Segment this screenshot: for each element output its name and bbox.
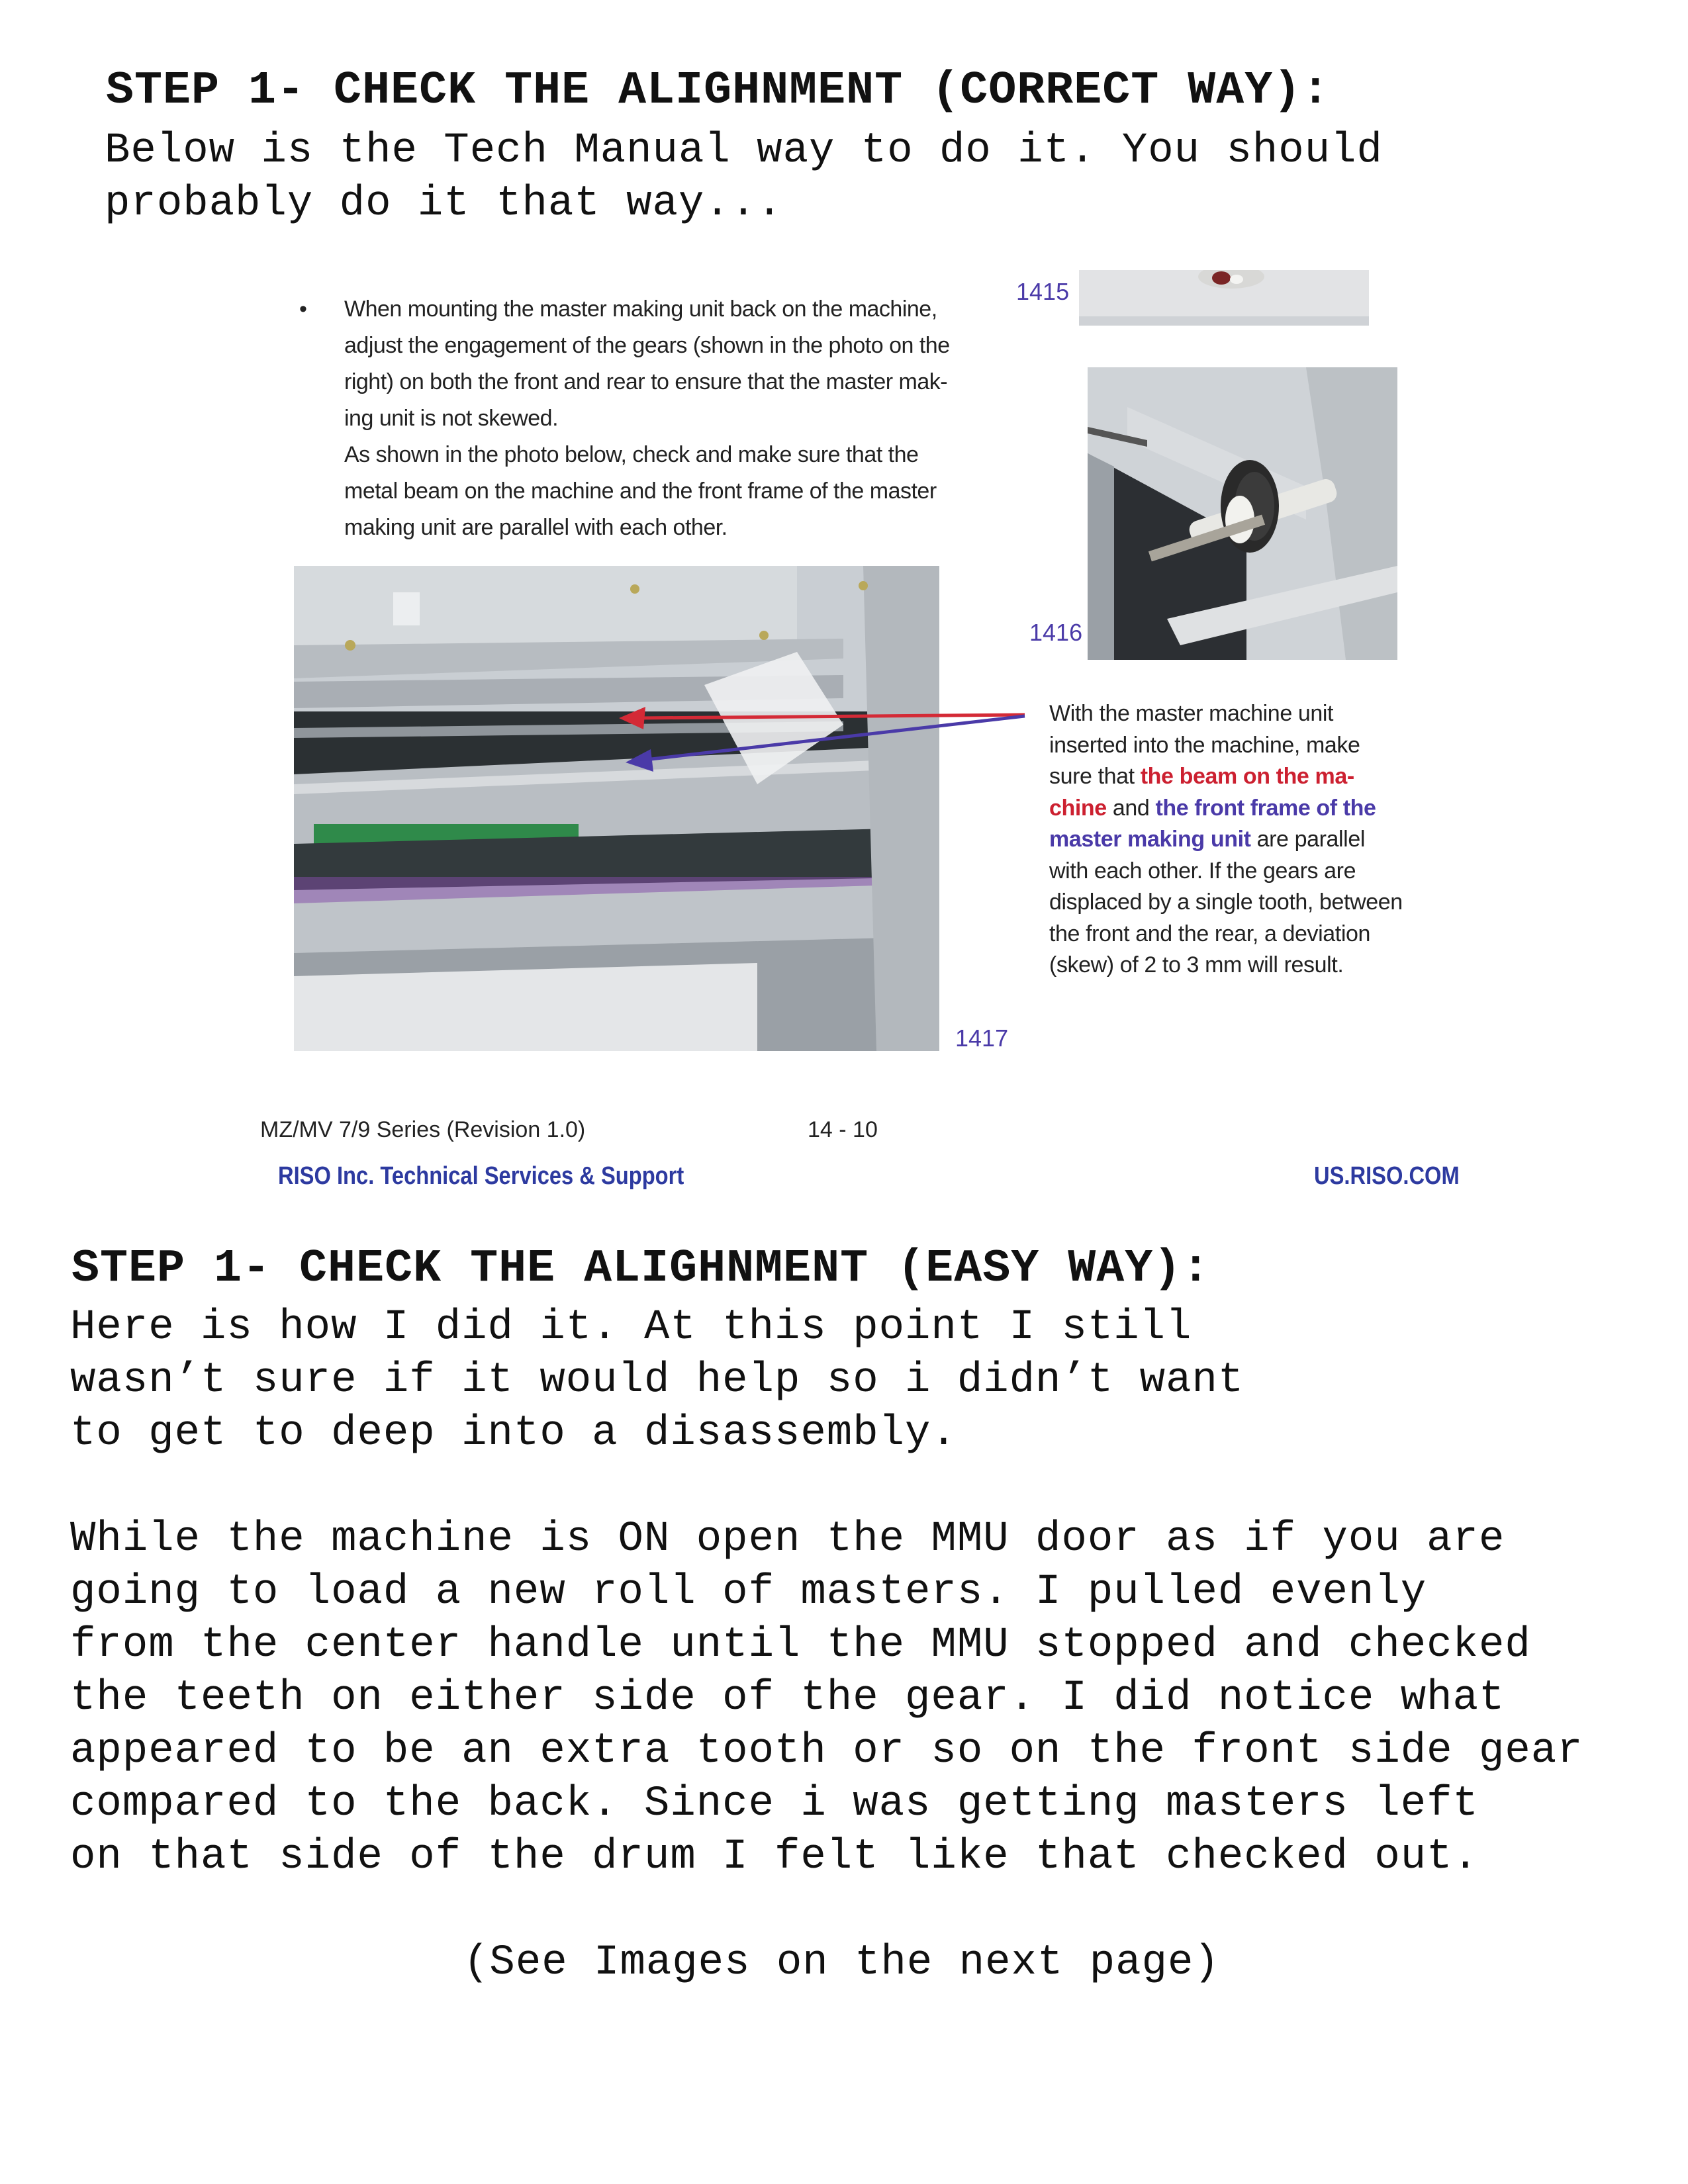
step1-easy-heading: STEP 1- CHECK THE ALIGHNMENT (EASY WAY): <box>71 1243 1211 1295</box>
figure-number-1416: 1416 <box>1029 619 1083 646</box>
callout-text: are parallel with each other. If the gears are displaced by a single tooth, between the front and the rear, a deviation (skew) of 2 to 3 mm will result. <box>1049 827 1403 978</box>
manual-bullet-line: right) on both the front and rear to ensure that the master mak- <box>344 369 948 394</box>
next-page-note: (See Images on the next page) <box>463 1939 1220 1987</box>
manual-footer-page: 14 - 10 <box>808 1117 878 1142</box>
step1-easy-intro-line: wasn’t sure if it would help so i didn’t want <box>70 1357 1244 1404</box>
step1-easy-body-line: appeared to be an extra tooth or so on the front side gear <box>70 1727 1583 1775</box>
callout-frame-highlight: the front frame of the master making unit <box>1049 795 1376 852</box>
step1-easy-body-line: from the center handle until the MMU stopped and checked <box>70 1621 1531 1669</box>
step1-correct-line: Below is the Tech Manual way to do it. You should <box>105 127 1383 175</box>
callout-text: and <box>1106 795 1156 821</box>
photo-1416-gear <box>1088 367 1397 660</box>
manual-callout-text <box>1049 698 1407 981</box>
figure-number-1417: 1417 <box>955 1024 1009 1052</box>
manual-footer-website: US.RISO.COM <box>1314 1162 1460 1190</box>
manual-footer-series: MZ/MV 7/9 Series (Revision 1.0) <box>260 1117 586 1142</box>
step1-correct-heading: STEP 1- CHECK THE ALIGHNMENT (CORRECT WAY): <box>106 65 1331 117</box>
manual-bullet-line: When mounting the master making unit back on the machine, <box>344 296 937 322</box>
photo-1417-beam <box>294 566 939 1051</box>
manual-bullet-line: metal beam on the machine and the front frame of the master <box>344 478 937 504</box>
manual-bullet-line: making unit are parallel with each other. <box>344 515 727 540</box>
manual-bullet-line: ing unit is not skewed. <box>344 406 559 431</box>
step1-easy-intro-line: to get to deep into a disassembly. <box>70 1410 957 1457</box>
step1-easy-body-line: going to load a new roll of masters. I pulled evenly <box>70 1569 1427 1616</box>
callout-text: With the master machine unit inserted into the machine, make sure that <box>1049 701 1360 789</box>
step1-correct-line: probably do it that way... <box>105 180 783 228</box>
manual-footer-company: RISO Inc. Technical Services & Support <box>278 1162 684 1190</box>
photo-1415 <box>1079 270 1369 326</box>
step1-easy-body-line: compared to the back. Since i was getting masters left <box>70 1780 1479 1828</box>
manual-bullet-line: As shown in the photo below, check and make sure that the <box>344 442 919 467</box>
figure-number-1415: 1415 <box>1016 278 1070 305</box>
manual-bullet-text <box>344 291 1019 546</box>
step1-easy-body-line: on that side of the drum I felt like that checked out. <box>70 1833 1479 1881</box>
callout-beam-highlight: the beam on the ma-chine <box>1049 764 1354 821</box>
manual-bullet-line: adjust the engagement of the gears (shown in the photo on the <box>344 333 950 358</box>
bullet-marker: • <box>299 296 307 322</box>
step1-easy-intro-line: Here is how I did it. At this point I still <box>70 1304 1192 1351</box>
step1-easy-body-line: the teeth on either side of the gear. I did notice what <box>70 1674 1505 1722</box>
step1-easy-body-line: While the machine is ON open the MMU door as if you are <box>70 1516 1505 1563</box>
